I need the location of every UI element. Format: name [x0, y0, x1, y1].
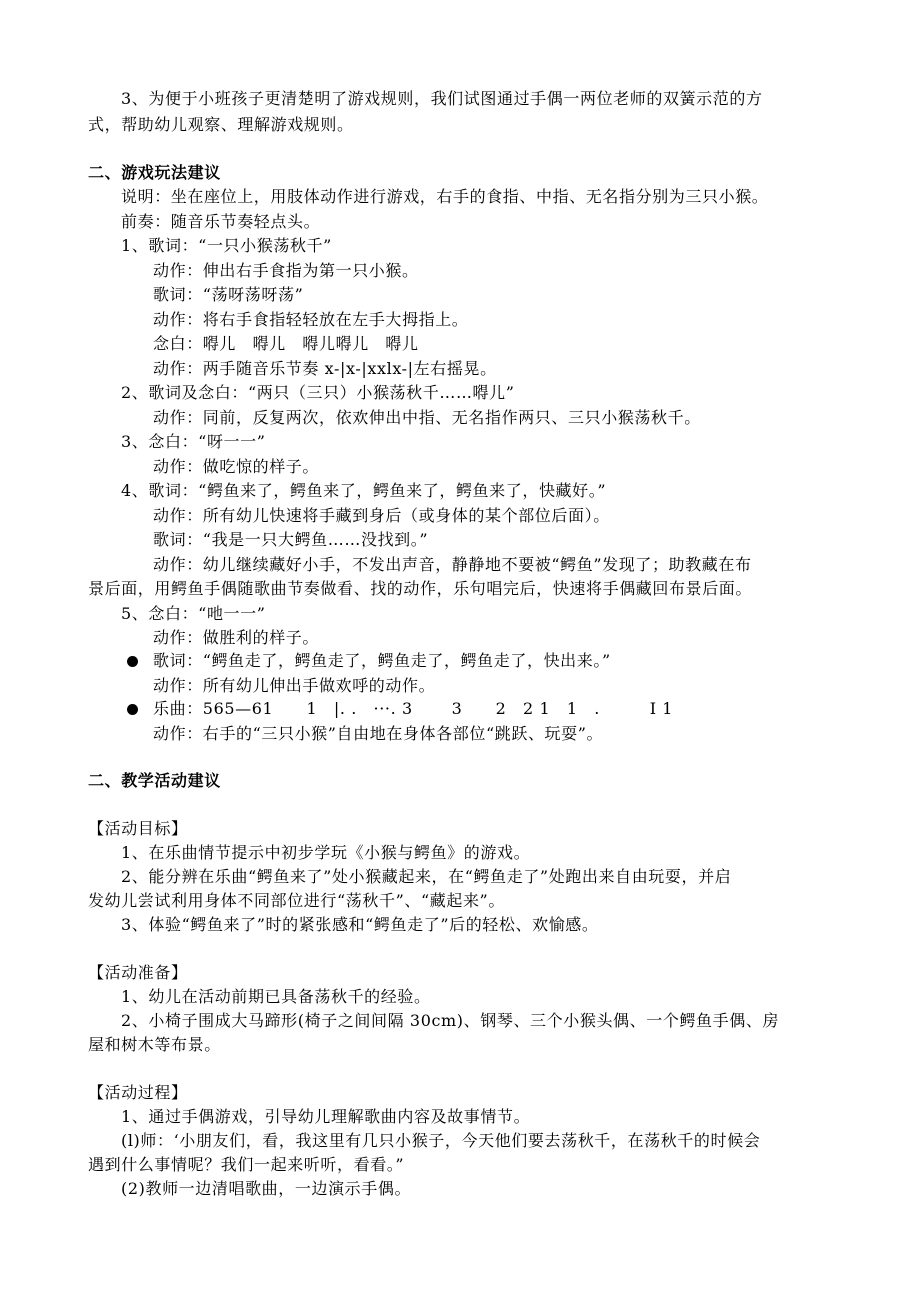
prep-title: 【活动准备】 — [88, 963, 188, 982]
teach-section-heading: 二、教学活动建议 — [88, 771, 221, 790]
process-title: 【活动过程】 — [88, 1083, 188, 1102]
process-1a-line1: (l)师：‘小朋友们，看，我这里有几只小猴子，今天他们要去荡秋千，在荡秋千的时候会 — [121, 1131, 761, 1150]
intro-paragraph-3-line2: 式，帮助幼儿观察、理解游戏规则。 — [88, 115, 354, 134]
step5-chant: 5、念白：“吔一一” — [121, 604, 266, 623]
step1-action2: 动作：将右手食指轻轻放在左手大拇指上。 — [153, 310, 469, 329]
step1-lyric2: 歌词：“荡呀荡呀荡” — [153, 285, 304, 304]
process-1b: (2)教师一边清唱歌曲，一边演示手偶。 — [121, 1179, 412, 1198]
goal-2-line2: 发幼儿尝试利用身体不同部位进行“荡秋千”、“藏起来”。 — [88, 891, 505, 910]
prep-2-line1: 2、小椅子围成大马蹄形(椅子之间间隔 30cm)、钢琴、三个小猴头偶、一个鳄鱼手偶、房 — [121, 1011, 780, 1030]
bullet-icon — [127, 656, 138, 667]
step4-lyric2: 歌词：“我是一只大鳄鱼……没找到。” — [153, 530, 429, 549]
step1-action3: 动作：两手随音乐节奏 x-|x-|xxlx-|左右摇晃。 — [153, 359, 497, 378]
bullet1-action: 动作：所有幼儿伸出手做欢呼的动作。 — [153, 676, 436, 695]
process-1a-line2: 遇到什么事情呢？我们一起来听听，看看。” — [88, 1155, 405, 1174]
prep-1: 1、幼儿在活动前期已具备荡秋千的经验。 — [121, 987, 431, 1006]
bullet-icon — [127, 704, 138, 715]
step2-lyric: 2、歌词及念白：“两只（三只）小猴荡秋千……嘚儿” — [121, 383, 515, 402]
step3-action: 动作：做吃惊的样子。 — [153, 457, 320, 476]
step1-chant: 念白：嘚儿 嘚儿 嘚儿嘚儿 嘚儿 — [153, 334, 419, 353]
prep-2-line2: 屋和树木等布景。 — [88, 1035, 221, 1054]
process-1: 1、通过手偶游戏，引导幼儿理解歌曲内容及故事情节。 — [121, 1107, 531, 1126]
game-explanation: 说明：坐在座位上，用肢体动作进行游戏，右手的食指、中指、无名指分别为三只小猴。 — [121, 187, 769, 206]
step4-action1: 动作：所有幼儿快速将手藏到身后（或身体的某个部位后面）。 — [153, 506, 610, 525]
step1-action1: 动作：伸出右手食指为第一只小猴。 — [153, 261, 419, 280]
step2-action: 动作：同前，反复两次，依欢伸出中指、无名指作两只、三只小猴荡秋千。 — [153, 408, 701, 427]
goal-2-line1: 2、能分辨在乐曲“鳄鱼来了”处小猴藏起来，在“鳄鱼走了”处跑出来自由玩耍，并启 — [121, 867, 732, 886]
goal-3: 3、体验“鳄鱼来了”时的紧张感和“鳄鱼走了”后的轻松、欢愉感。 — [121, 915, 599, 934]
step4-lyric: 4、歌词：“鳄鱼来了，鳄鱼来了，鳄鱼来了，鳄鱼来了，快藏好。” — [121, 481, 607, 500]
game-section-heading: 二、游戏玩法建议 — [88, 163, 221, 182]
bullet2-action: 动作：右手的“三只小猴”自由地在身体各部位“跳跃、玩耍”。 — [153, 724, 604, 743]
step1-lyric: 1、歌词：“一只小猴荡秋千” — [121, 236, 332, 255]
step5-action: 动作：做胜利的样子。 — [153, 628, 320, 647]
goals-title: 【活动目标】 — [88, 819, 188, 838]
goal-1: 1、在乐曲情节提示中初步学玩《小猴与鳄鱼》的游戏。 — [121, 843, 531, 862]
bullet2-music: 乐曲：565—61 1 |. . ···. 3 3 2 2 1 1 . I 1 — [153, 699, 674, 718]
intro-paragraph-3-line1: 3、为便于小班孩子更清楚明了游戏规则，我们试图通过手偶一两位老师的双簧示范的方 — [121, 89, 763, 108]
step3-chant: 3、念白：“呀一一” — [121, 432, 266, 451]
game-prelude: 前奏：随音乐节奏轻点头。 — [121, 212, 321, 231]
step4-action2-line1: 动作：幼儿继续藏好小手，不发出声音，静静地不要被“鳄鱼”发现了；助教藏在布 — [153, 555, 752, 574]
bullet1-lyric: 歌词：“鳄鱼走了，鳄鱼走了，鳄鱼走了，鳄鱼走了，快出来。” — [153, 651, 611, 670]
step4-action2-line2: 景后面，用鳄鱼手偶随歌曲节奏做看、找的动作，乐句唱完后，快速将手偶藏回布景后面。 — [88, 579, 753, 598]
